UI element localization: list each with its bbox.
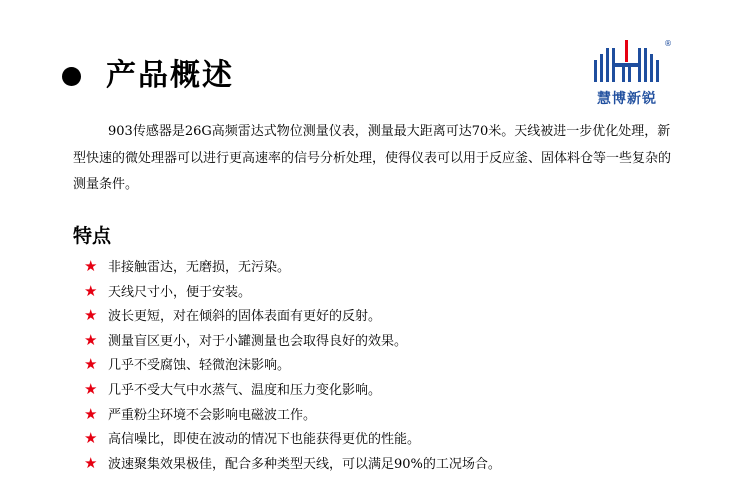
star-icon: ★ — [84, 379, 98, 398]
feature-text: 波长更短，对在倾斜的固体表面有更好的反射。 — [108, 309, 382, 325]
logo-mark-icon — [584, 30, 670, 92]
feature-item — [84, 328, 501, 353]
feature-item — [84, 352, 501, 377]
star-icon: ★ — [84, 306, 98, 325]
feature-item — [84, 451, 501, 476]
star-icon: ★ — [84, 355, 98, 374]
feature-text: 波速聚集效果极佳，配合多种类型天线，可以满足90%的工况场合。 — [108, 456, 501, 472]
feature-item — [84, 279, 501, 304]
intro-paragraph: 903传感器是26G高频雷达式物位测量仪表，测量最大距离可达70米。天线被进一步优化处理，新型快速的微处理器可以进行更高速率的信号分析处理，使得仪表可以用于反应釜、固体料仓等一些复杂的测量条件。 — [73, 124, 672, 192]
feature-text: 几乎不受大气中水蒸气、温度和压力变化影响。 — [108, 382, 382, 398]
feature-text: 严重粉尘环境不会影响电磁波工作。 — [108, 407, 317, 423]
registered-mark: ® — [664, 39, 672, 48]
title-bullet-icon — [62, 67, 81, 86]
feature-item — [84, 254, 501, 279]
intro-paragraph-block — [73, 119, 673, 199]
star-icon: ★ — [84, 257, 98, 275]
logo-text: 慧博新锐 — [597, 91, 657, 107]
feature-item — [84, 402, 501, 427]
feature-text: 测量盲区更小，对于小罐测量也会取得良好的效果。 — [108, 333, 408, 349]
feature-text: 高信噪比，即使在波动的情况下也能获得更优的性能。 — [108, 432, 421, 448]
star-icon: ★ — [84, 453, 98, 472]
feature-text: 非接触雷达，无磨损，无污染。 — [108, 260, 291, 275]
feature-item — [84, 377, 501, 402]
star-icon: ★ — [84, 281, 98, 300]
features-list — [84, 254, 501, 475]
feature-item — [84, 303, 501, 328]
feature-text: 几乎不受腐蚀、轻微泡沫影响。 — [108, 358, 291, 374]
feature-item — [84, 426, 501, 451]
page-title: 产品概述 — [106, 58, 234, 93]
feature-text: 天线尺寸小，便于安装。 — [108, 284, 252, 300]
star-icon: ★ — [84, 330, 98, 349]
star-icon: ★ — [84, 404, 98, 423]
star-icon: ★ — [84, 429, 98, 448]
company-logo — [584, 30, 670, 112]
features-heading: 特点 — [73, 225, 112, 247]
